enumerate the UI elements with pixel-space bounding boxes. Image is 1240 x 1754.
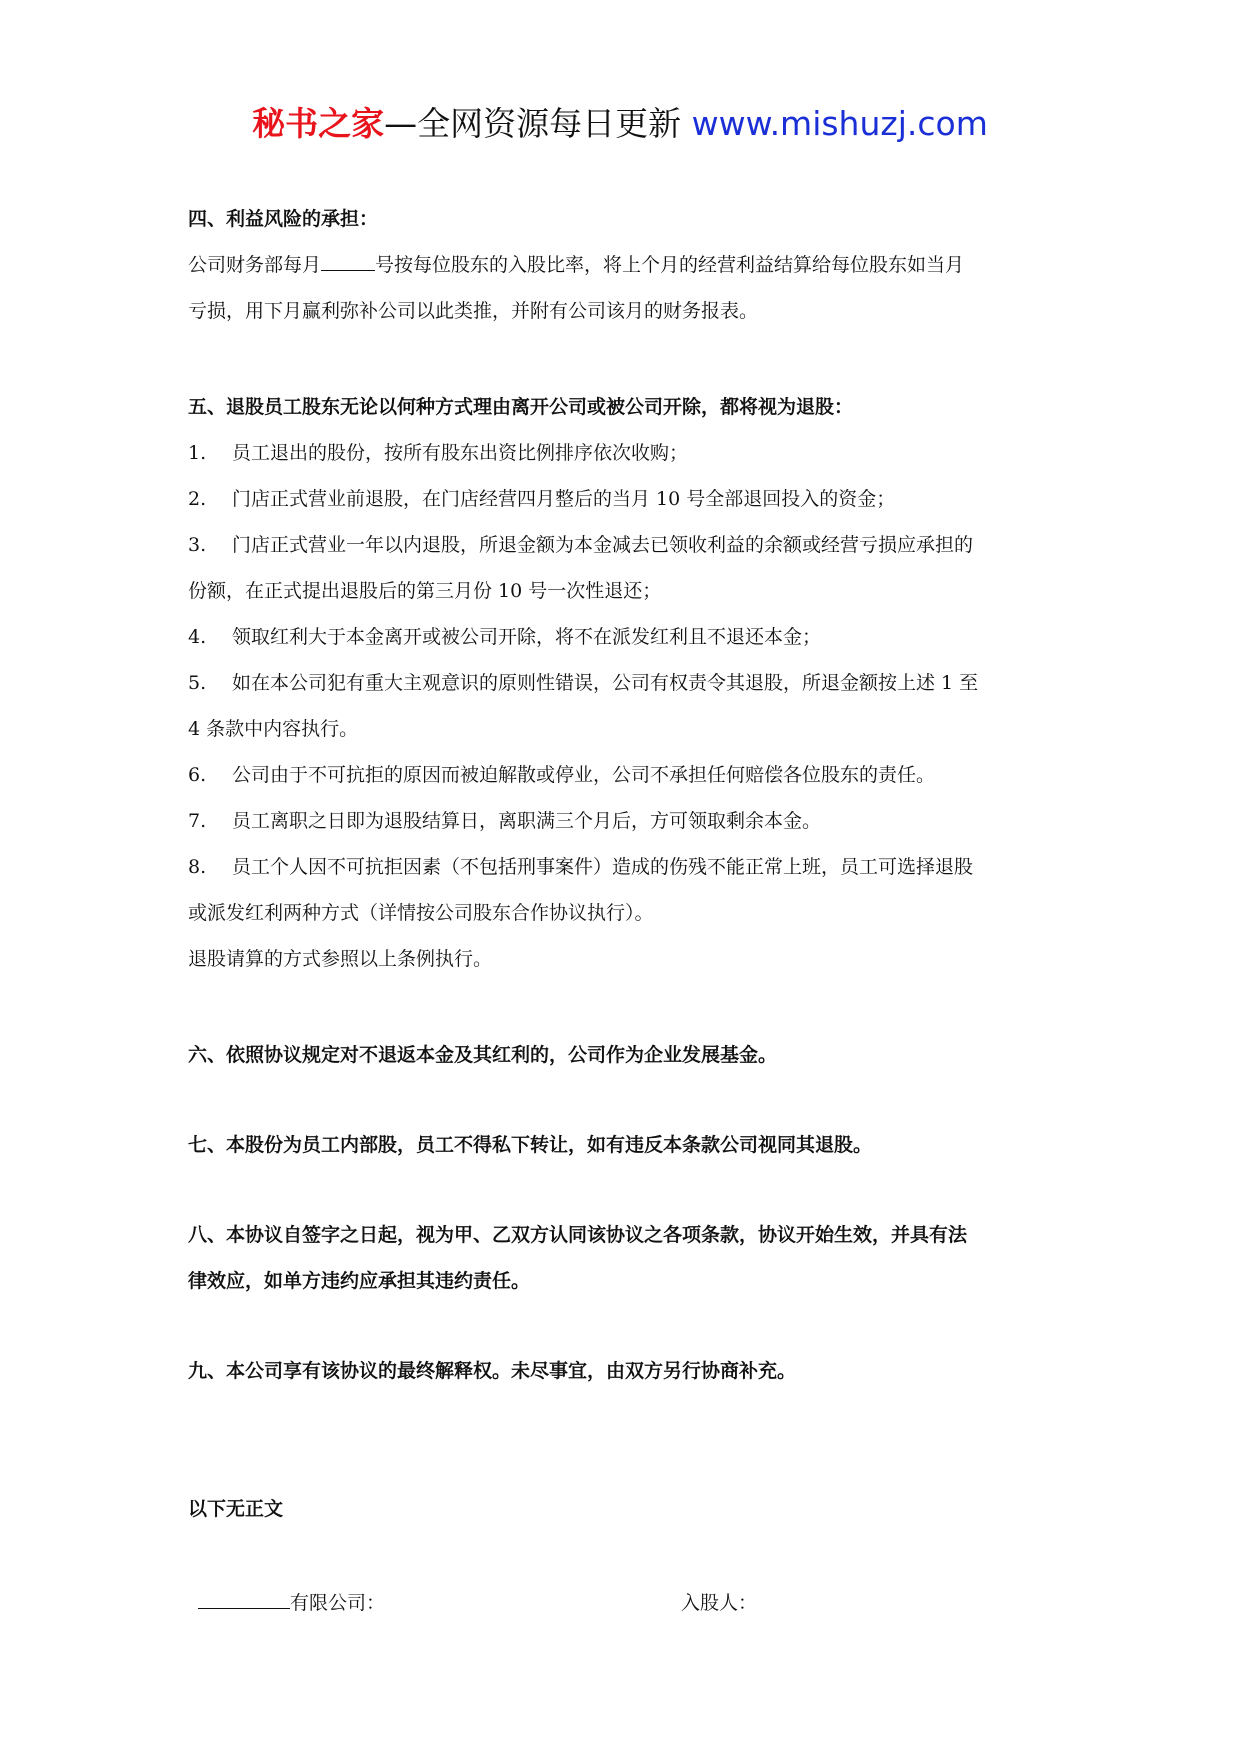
section-5-closing: 退股请算的方式参照以上条例执行。 <box>188 948 493 970</box>
end-note: 以下无正文 <box>188 1498 284 1520</box>
shareholder-label: 入股人： <box>681 1592 758 1614</box>
list-item-number: 1. <box>188 442 207 464</box>
list-item <box>188 430 1050 476</box>
document-body <box>188 196 1050 1626</box>
section-7-text: 七、本股份为员工内部股，员工不得私下转让，如有违反本条款公司视同其退股。 <box>188 1134 873 1156</box>
list-item-text: 门店正式营业前退股，在门店经营四月整后的当月 10 号全部退回投入的资金； <box>232 488 896 510</box>
list-item-number: 4. <box>188 626 207 648</box>
list-item-number: 6. <box>188 764 207 786</box>
signature-row <box>188 1580 1050 1626</box>
company-label: 有限公司： <box>290 1592 386 1614</box>
day-blank-field <box>321 252 375 271</box>
list-item-number: 5. <box>188 672 207 694</box>
list-item <box>188 844 1050 890</box>
list-item-text: 如在本公司犯有重大主观意识的原则性错误，公司有权责令其退股，所退金额按上述 1 至 <box>232 672 979 694</box>
list-item-text: 公司由于不可抗拒的原因而被迫解散或停业，公司不承担任何赔偿各位股东的责任。 <box>232 764 936 786</box>
list-item-number: 3. <box>188 534 207 556</box>
section-4-paragraph-line: 公司财务部每月 号按每位股东的入股比率，将上个月的经营利益结算给每位股东如当月 <box>188 254 965 276</box>
page-header <box>0 98 1240 150</box>
list-item <box>188 522 1050 568</box>
list-item-text: 领取红利大于本金离开或被公司开除，将不在派发红利且不退还本金； <box>232 626 822 648</box>
list-item-number: 7. <box>188 810 207 832</box>
list-item <box>188 660 1050 706</box>
list-item-continuation: 份额，在正式提出退股后的第三月份 10 号一次性退还； <box>188 580 662 602</box>
header-tagline: —全网资源每日更新 <box>384 104 682 143</box>
list-item-number: 2. <box>188 488 207 510</box>
list-item-text: 员工个人因不可抗拒因素（不包括刑事案件）造成的伤残不能正常上班，员工可选择退股 <box>232 856 974 878</box>
list-item-number: 8. <box>188 856 207 878</box>
list-item <box>188 476 1050 522</box>
brand-name: 秘书之家 <box>252 104 385 143</box>
list-item-continuation: 或派发红利两种方式（详情按公司股东合作协议执行）。 <box>188 902 654 924</box>
company-signature <box>198 1580 385 1626</box>
header-url-link[interactable]: www.mishuzj.com <box>691 104 988 143</box>
section-5-heading: 五、退股员工股东无论以何种方式理由离开公司或被公司开除，都将视为退股： <box>188 396 854 418</box>
section-4-paragraph-line: 亏损，用下月赢利弥补公司以此类推，并附有公司该月的财务报表。 <box>188 300 759 322</box>
section-5-list <box>188 430 1050 936</box>
section-9-text: 九、本公司享有该协议的最终解释权。未尽事宜，由双方另行协商补充。 <box>188 1360 797 1382</box>
section-8-line: 律效应，如单方违约应承担其违约责任。 <box>188 1270 531 1292</box>
company-name-blank <box>198 1590 290 1609</box>
section-8-line: 八、本协议自签字之日起，视为甲、乙双方认同该协议之各项条款，协议开始生效，并具有法 <box>188 1224 968 1246</box>
list-item-continuation: 4 条款中内容执行。 <box>188 718 359 740</box>
list-item <box>188 798 1050 844</box>
list-item-text: 员工离职之日即为退股结算日，离职满三个月后，方可领取剩余本金。 <box>232 810 822 832</box>
list-item <box>188 614 1050 660</box>
list-item-text: 门店正式营业一年以内退股，所退金额为本金减去已领收利益的余额或经营亏损应承担的 <box>232 534 974 556</box>
section-6-text: 六、依照协议规定对不退返本金及其红利的，公司作为企业发展基金。 <box>188 1044 778 1066</box>
list-item <box>188 752 1050 798</box>
section-4-heading: 四、利益风险的承担： <box>188 208 379 230</box>
list-item-text: 员工退出的股份，按所有股东出资比例排序依次收购； <box>232 442 689 464</box>
